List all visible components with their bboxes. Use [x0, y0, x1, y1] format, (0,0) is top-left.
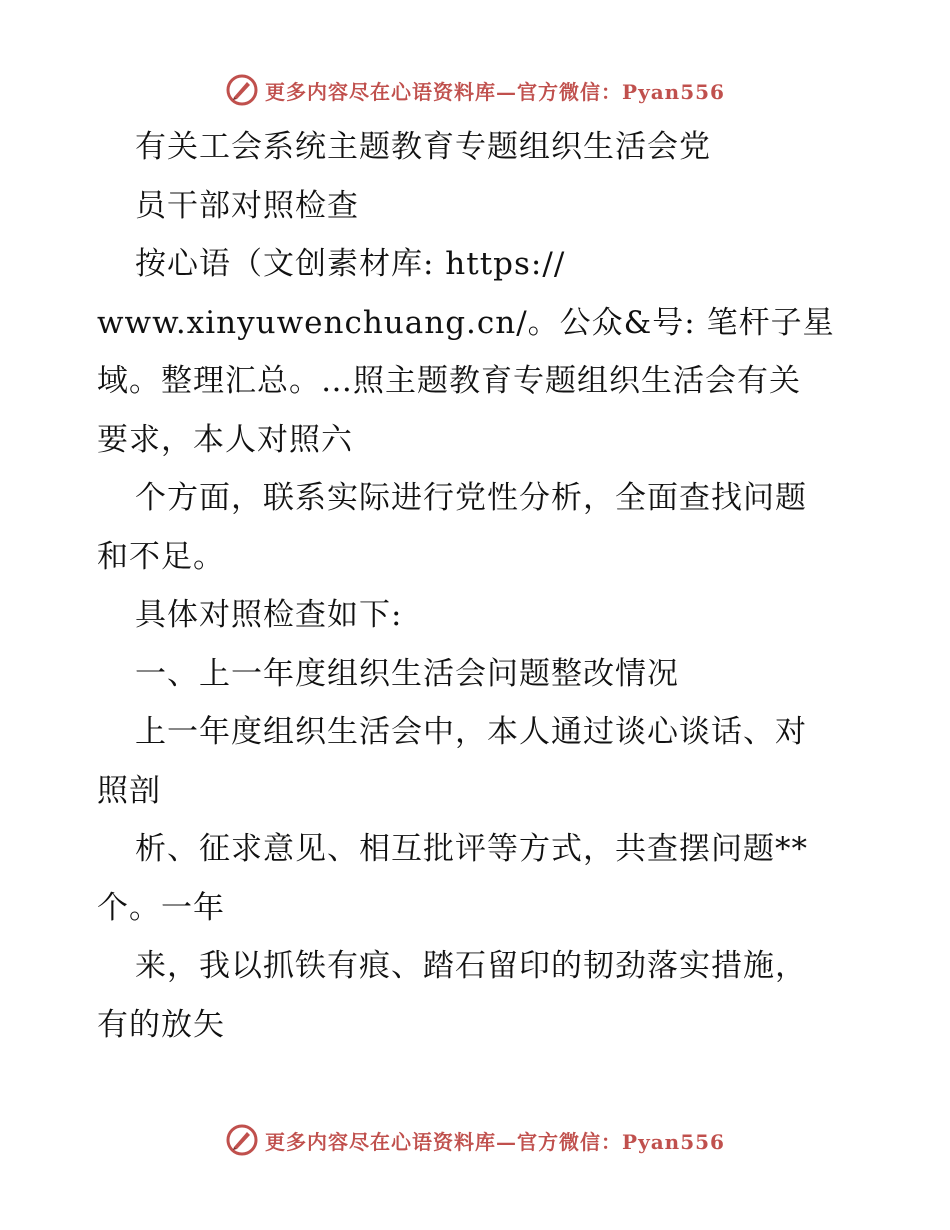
text-line: 要求，本人对照六	[97, 421, 353, 458]
header-banner	[0, 70, 950, 110]
header-brand-text: 更多内容尽在心语资料库—官方微信：Pyan556	[265, 79, 725, 104]
text-line: 具体对照检查如下:	[135, 597, 403, 633]
text-line: www.xinyuwenchuang.cn/。公众&号: 笔杆子星	[97, 304, 835, 341]
text-line: 有关工会系统主题教育专题组织生活会党	[135, 129, 711, 165]
text-line: 有的放矢	[97, 1006, 225, 1043]
text-line: 照剖	[97, 772, 161, 809]
text-line: 按心语（文创素材库: https://	[135, 246, 566, 282]
text-line: 来，我以抓铁有痕、踏石留印的韧劲落实措施，	[135, 948, 807, 984]
text-line: 个方面，联系实际进行党性分析，全面查找问题	[135, 480, 807, 516]
footer-banner	[0, 1120, 950, 1160]
text-line: 个。一年	[97, 889, 225, 926]
quill-logo-icon	[225, 1123, 259, 1157]
text-line: 域。整理汇总。…照主题教育专题组织生活会有关	[97, 363, 801, 399]
text-line: 员干部对照检查	[135, 187, 359, 224]
document-body	[97, 118, 857, 1054]
text-line: 一、上一年度组织生活会问题整改情况	[135, 655, 679, 692]
text-line: 和不足。	[97, 538, 225, 575]
quill-logo-icon	[225, 73, 259, 107]
text-line: 析、征求意见、相互批评等方式，共查摆问题**	[135, 831, 808, 867]
footer-brand-text: 更多内容尽在心语资料库—官方微信：Pyan556	[265, 1129, 725, 1154]
text-line: 上一年度组织生活会中，本人通过谈心谈话、对	[135, 714, 807, 750]
